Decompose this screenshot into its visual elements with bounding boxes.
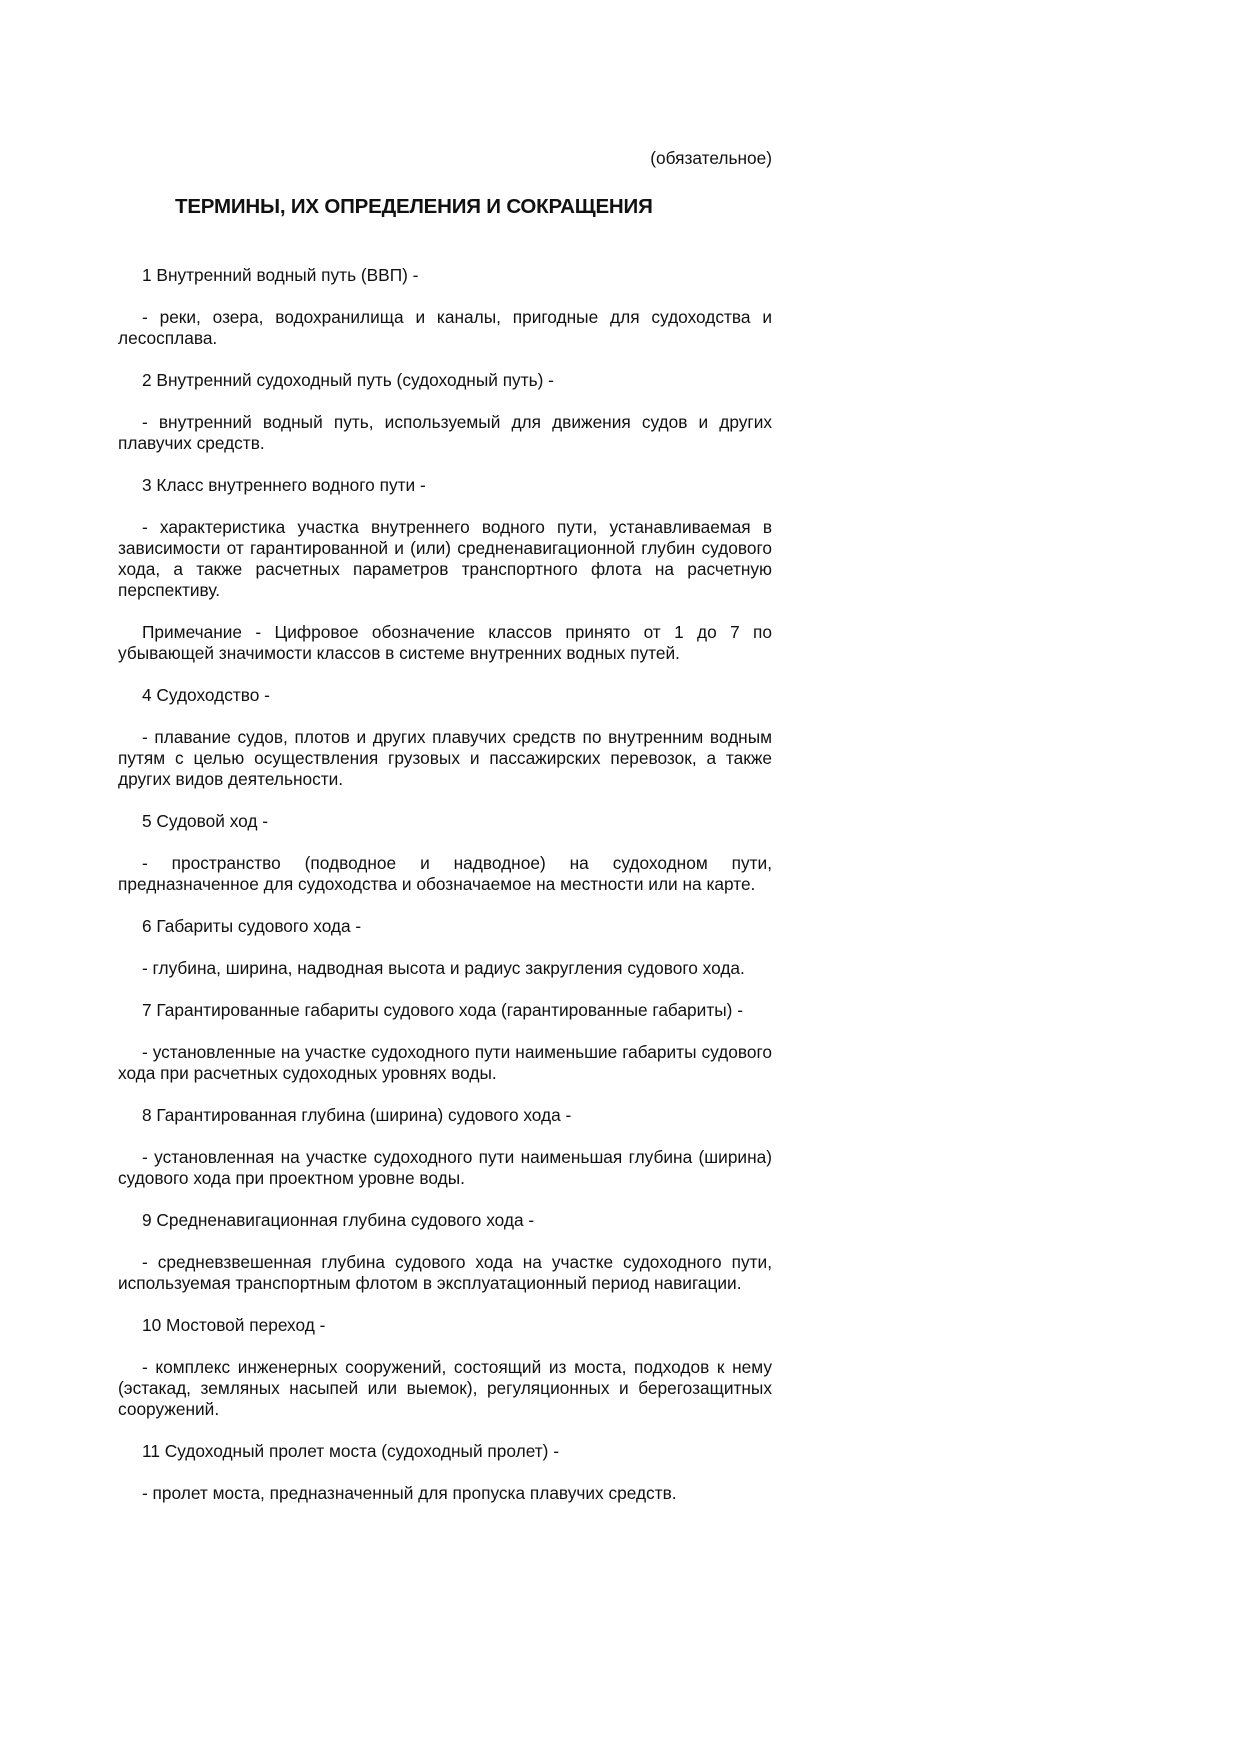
term-definition: - реки, озера, водохранилища и каналы, пригодные для судоходства и лесосплава.	[118, 307, 772, 348]
terms-list	[118, 265, 772, 1504]
term-definition: - пролет моста, предназначенный для пропуска плавучих средств.	[142, 1483, 677, 1503]
term-heading: 6 Габариты судового хода -	[142, 916, 362, 936]
term-entry-1	[118, 265, 772, 349]
term-entry-2	[118, 370, 772, 454]
term-definition: - внутренний водный путь, используемый для движения судов и других плавучих средств.	[118, 412, 772, 453]
term-definition: - комплекс инженерных сооружений, состоящий из моста, подходов к нему (эстакад, земляных насыпей или выемок), регуляционных и берегозащитных сооружений.	[118, 1357, 772, 1419]
term-heading: 10 Мостовой переход -	[142, 1315, 326, 1335]
term-entry-8	[118, 1105, 772, 1189]
term-entry-3	[118, 475, 772, 664]
page-title: ТЕРМИНЫ, ИХ ОПРЕДЕЛЕНИЯ И СОКРАЩЕНИЯ	[175, 195, 653, 218]
term-entry-10	[118, 1315, 772, 1420]
appendix-status-note: (обязательное)	[650, 148, 772, 168]
term-definition: - глубина, ширина, надводная высота и радиус закругления судового хода.	[142, 958, 745, 978]
term-heading: 1 Внутренний водный путь (ВВП) -	[142, 265, 419, 285]
term-remark: Примечание - Цифровое обозначение классов принято от 1 до 7 по убывающей значимости классов в системе внутренних водных путей.	[118, 622, 772, 663]
term-entry-9	[118, 1210, 772, 1294]
term-heading: 3 Класс внутреннего водного пути -	[142, 475, 426, 495]
term-heading: 5 Судовой ход -	[142, 811, 269, 831]
term-entry-4	[118, 685, 772, 790]
document-body	[118, 148, 772, 1525]
term-definition: - плавание судов, плотов и других плавучих средств по внутренним водным путям с целью осуществления грузовых и пассажирских перевозок, а также других видов деятельности.	[118, 727, 772, 789]
term-entry-7	[118, 1000, 772, 1084]
term-entry-5	[118, 811, 772, 895]
term-definition: - характеристика участка внутреннего водного пути, устанавливаемая в зависимости от гарантированной и (или) средненавигационной глубин судового хода, а также расчетных параметров транспортного флота на расчетную перспективу.	[118, 517, 772, 600]
term-entry-11	[118, 1441, 772, 1504]
term-heading: 4 Судоходство -	[142, 685, 270, 705]
term-definition: - установленные на участке судоходного пути наименьшие габариты судового хода при расчетных судоходных уровнях воды.	[118, 1042, 772, 1083]
term-definition: - установленная на участке судоходного пути наименьшая глубина (ширина) судового хода при проектном уровне воды.	[118, 1147, 772, 1188]
term-heading: 11 Судоходный пролет моста (судоходный пролет) -	[142, 1441, 559, 1461]
term-heading: 8 Гарантированная глубина (ширина) судового хода -	[142, 1105, 572, 1125]
term-definition: - средневзвешенная глубина судового хода на участке судоходного пути, используемая транспортным флотом в эксплуатационный период навигации.	[118, 1252, 772, 1293]
term-definition: - пространство (подводное и надводное) на судоходном пути, предназначенное для судоходства и обозначаемое на местности или на карте.	[118, 853, 772, 894]
term-heading: 9 Средненавигационная глубина судового хода -	[142, 1210, 535, 1230]
term-heading: 2 Внутренний судоходный путь (судоходный путь) -	[142, 370, 554, 390]
term-entry-6	[118, 916, 772, 979]
term-heading: 7 Гарантированные габариты судового хода (гарантированные габариты) -	[142, 1000, 743, 1020]
